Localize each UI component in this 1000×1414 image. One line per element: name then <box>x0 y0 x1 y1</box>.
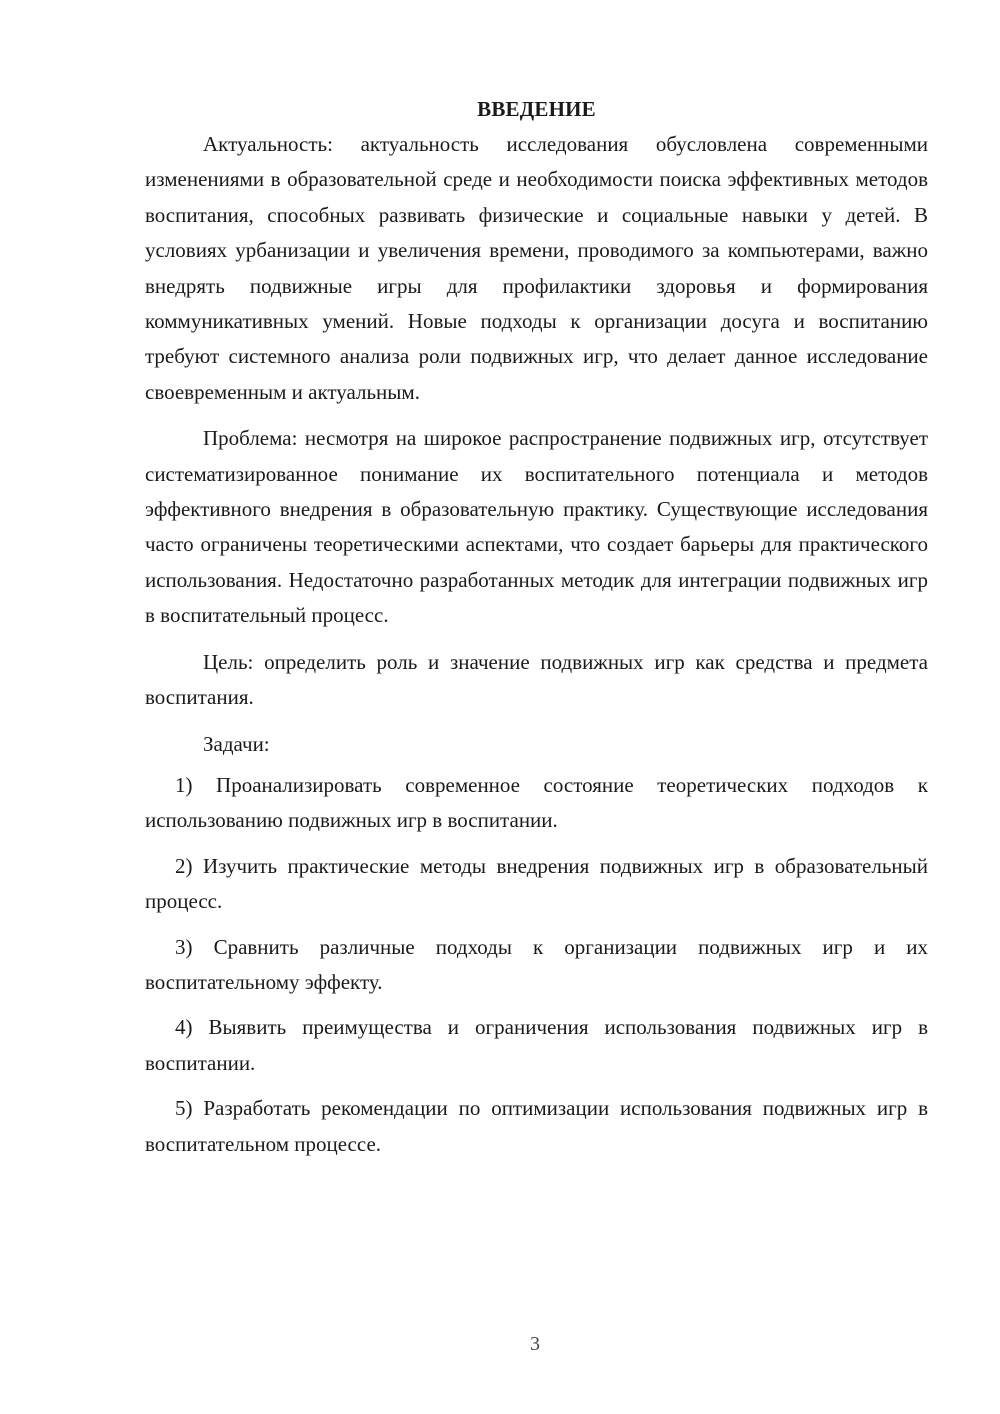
task-item: 1) Проанализировать современное состояние теоретических подходов к использованию подвижных игр в воспитании. <box>145 772 928 833</box>
task-item: 5) Разработать рекомендации по оптимизации использования подвижных игр в воспитательном процессе. <box>145 1096 928 1156</box>
problem-paragraph: Проблема: несмотря на широкое распространение подвижных игр, отсутствует систематизированное понимание их воспитательного потенциала и методов эффективного внедрения в образовательную практику. Существующие исследования часто ограничены теоретическими аспектами, что создает барьеры для практического использования. Недостаточно разработанных методик для интеграции подвижных игр в воспитательный процесс. <box>145 426 928 628</box>
tasks-list <box>145 768 928 1162</box>
task-item: 4) Выявить преимущества и ограничения использования подвижных игр в воспитании. <box>145 1015 928 1075</box>
relevance-paragraph: Актуальность: актуальность исследования обусловлена современными изменениями в образовательной среде и необходимости поиска эффективных методов воспитания, способных развивать физические и социальные навыки у детей. В условиях урбанизации и увеличения времени, проводимого за компьютерами, важно внедрять подвижные игры для профилактики здоровья и формирования коммуникативных умений. Новые подходы к организации досуга и воспитанию требуют системного анализа роли подвижных игр, что делает данное исследование своевременным и актуальным. <box>145 132 928 404</box>
task-item: 3) Сравнить различные подходы к организации подвижных игр и их воспитательному эффекту. <box>145 934 928 994</box>
document-page <box>145 94 928 1172</box>
tasks-label: Задачи: <box>203 731 270 756</box>
page-number: 3 <box>530 1333 540 1355</box>
goal-paragraph: Цель: определить роль и значение подвижных игр как средства и предмета воспитания. <box>145 649 928 710</box>
section-heading: ВВЕДЕНИЕ <box>477 97 596 121</box>
task-item: 2) Изучить практические методы внедрения подвижных игр в образовательный процесс. <box>145 853 928 914</box>
